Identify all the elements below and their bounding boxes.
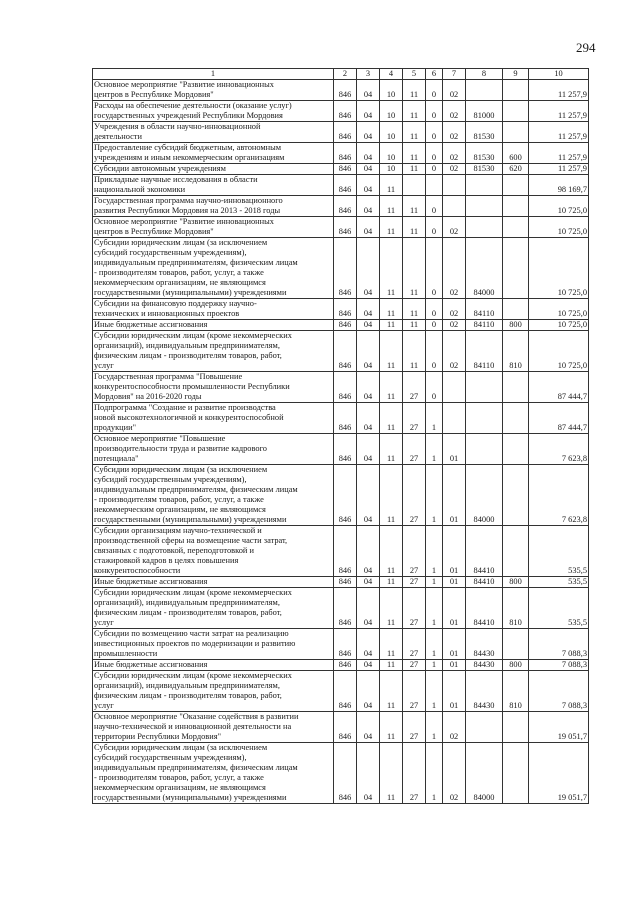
code-activity: 02	[443, 320, 466, 331]
row-amount: 11 257,9	[529, 164, 589, 175]
code-ministry: 846	[334, 660, 357, 671]
code-subsection: 11	[380, 629, 403, 660]
row-amount: 87 444,7	[529, 372, 589, 403]
row-name: Учреждения в области научно-инновационной деятельности	[93, 122, 334, 143]
code-direction	[466, 372, 503, 403]
code-section: 04	[357, 175, 380, 196]
code-ministry: 846	[334, 671, 357, 712]
code-activity: 01	[443, 465, 466, 526]
row-name: Субсидии на финансовую поддержку научно- технических и инновационных проектов	[93, 299, 334, 320]
code-ministry: 846	[334, 101, 357, 122]
code-subsection: 11	[380, 671, 403, 712]
budget-table	[92, 68, 589, 804]
code-section: 04	[357, 526, 380, 577]
code-activity: 01	[443, 629, 466, 660]
code-subsection: 11	[380, 217, 403, 238]
code-subprogram: 0	[426, 196, 443, 217]
code-direction: 84110	[466, 299, 503, 320]
code-subsection: 11	[380, 299, 403, 320]
code-expense-type	[503, 196, 529, 217]
code-direction: 84410	[466, 577, 503, 588]
code-subprogram: 1	[426, 629, 443, 660]
table-row	[93, 80, 589, 101]
code-section: 04	[357, 122, 380, 143]
code-direction: 84000	[466, 465, 503, 526]
code-subprogram: 1	[426, 671, 443, 712]
code-activity	[443, 175, 466, 196]
code-ministry: 846	[334, 122, 357, 143]
code-direction	[466, 434, 503, 465]
code-section: 04	[357, 465, 380, 526]
code-ministry: 846	[334, 143, 357, 164]
row-name: Субсидии юридическим лицам (кроме некоммерческих организаций), индивидуальным предпринимателям, физическим лицам - производителям товаров, работ, услуг	[93, 588, 334, 629]
code-expense-type: 800	[503, 320, 529, 331]
code-program: 27	[403, 434, 426, 465]
code-direction	[466, 175, 503, 196]
row-amount: 10 725,0	[529, 196, 589, 217]
code-subprogram: 1	[426, 403, 443, 434]
code-activity: 02	[443, 331, 466, 372]
col-header-3: 3	[357, 69, 380, 80]
row-amount: 98 169,7	[529, 175, 589, 196]
code-ministry: 846	[334, 465, 357, 526]
code-subprogram: 1	[426, 577, 443, 588]
code-subprogram: 1	[426, 660, 443, 671]
code-direction: 81530	[466, 164, 503, 175]
code-section: 04	[357, 629, 380, 660]
row-amount: 11 257,9	[529, 143, 589, 164]
code-section: 04	[357, 372, 380, 403]
row-name: Расходы на обеспечение деятельности (оказание услуг) государственных учреждений Республики Мордовия	[93, 101, 334, 122]
code-direction	[466, 217, 503, 238]
row-name: Субсидии юридическим лицам (за исключением субсидий государственным учреждениям), индивидуальным предпринимателям, физическим лицам - производителям товаров, работ, услуг, а также некоммерческим организациям, не являющимся государственными (муниципальными) учреждениями	[93, 743, 334, 804]
page-number: 294	[576, 40, 596, 55]
code-program: 27	[403, 743, 426, 804]
code-direction: 84430	[466, 629, 503, 660]
code-activity: 01	[443, 577, 466, 588]
code-expense-type: 800	[503, 577, 529, 588]
code-program: 27	[403, 403, 426, 434]
row-amount: 11 257,9	[529, 101, 589, 122]
code-direction: 84110	[466, 331, 503, 372]
code-program: 11	[403, 101, 426, 122]
table-row	[93, 434, 589, 465]
col-header-9: 9	[503, 69, 529, 80]
code-direction: 84430	[466, 671, 503, 712]
code-ministry: 846	[334, 403, 357, 434]
row-amount: 535,5	[529, 526, 589, 577]
code-expense-type	[503, 122, 529, 143]
code-activity: 02	[443, 299, 466, 320]
row-amount: 87 444,7	[529, 403, 589, 434]
code-expense-type: 620	[503, 164, 529, 175]
col-header-5: 5	[403, 69, 426, 80]
row-name: Субсидии юридическим лицам (за исключением субсидий государственным учреждениям), индивидуальным предпринимателям, физическим лицам - производителям товаров, работ, услуг, а также некоммерческим организациям, не являющимся государственными (муниципальными) учреждениями	[93, 465, 334, 526]
row-amount: 11 257,9	[529, 122, 589, 143]
code-subsection: 10	[380, 122, 403, 143]
code-activity: 02	[443, 80, 466, 101]
code-activity: 02	[443, 743, 466, 804]
code-direction: 84000	[466, 743, 503, 804]
col-header-6: 6	[426, 69, 443, 80]
code-program: 27	[403, 526, 426, 577]
code-expense-type	[503, 217, 529, 238]
code-direction: 81000	[466, 101, 503, 122]
row-name: Основное мероприятие "Повышение производительности труда и развитие кадрового потенциала"	[93, 434, 334, 465]
code-subsection: 11	[380, 660, 403, 671]
col-header-10: 10	[529, 69, 589, 80]
code-program: 27	[403, 588, 426, 629]
code-subsection: 11	[380, 588, 403, 629]
code-ministry: 846	[334, 331, 357, 372]
code-direction: 84410	[466, 526, 503, 577]
code-subprogram: 0	[426, 331, 443, 372]
code-ministry: 846	[334, 743, 357, 804]
code-program: 11	[403, 80, 426, 101]
col-header-2: 2	[334, 69, 357, 80]
row-amount: 535,5	[529, 588, 589, 629]
code-expense-type: 810	[503, 588, 529, 629]
row-name: Основное мероприятие "Оказание содействия в развитии научно-технической и инновационной деятельности на территории Республики Мордовия"	[93, 712, 334, 743]
row-amount: 7 088,3	[529, 629, 589, 660]
row-name: Основное мероприятие "Развитие инновационных центров в Республике Мордовия"	[93, 217, 334, 238]
row-amount: 535,5	[529, 577, 589, 588]
row-amount: 10 725,0	[529, 299, 589, 320]
code-subprogram: 1	[426, 465, 443, 526]
code-direction: 84410	[466, 588, 503, 629]
code-subsection: 11	[380, 465, 403, 526]
table-row	[93, 238, 589, 299]
code-section: 04	[357, 143, 380, 164]
row-name: Подпрограмма "Создание и развитие производства новой высокотехнологичной и конкурентоспособной продукции"	[93, 403, 334, 434]
code-section: 04	[357, 434, 380, 465]
code-ministry: 846	[334, 588, 357, 629]
row-name: Прикладные научные исследования в области национальной экономики	[93, 175, 334, 196]
code-activity: 02	[443, 143, 466, 164]
table-row	[93, 164, 589, 175]
code-expense-type	[503, 372, 529, 403]
row-amount: 10 725,0	[529, 238, 589, 299]
code-section: 04	[357, 743, 380, 804]
code-expense-type: 810	[503, 331, 529, 372]
code-direction	[466, 80, 503, 101]
code-direction: 81530	[466, 143, 503, 164]
row-name: Иные бюджетные ассигнования	[93, 660, 334, 671]
code-subprogram: 0	[426, 143, 443, 164]
code-subsection: 10	[380, 80, 403, 101]
code-direction	[466, 712, 503, 743]
col-header-7: 7	[443, 69, 466, 80]
code-subsection: 11	[380, 526, 403, 577]
code-direction: 84430	[466, 660, 503, 671]
code-ministry: 846	[334, 164, 357, 175]
code-direction: 81530	[466, 122, 503, 143]
row-name: Иные бюджетные ассигнования	[93, 577, 334, 588]
code-subsection: 11	[380, 743, 403, 804]
row-amount: 10 725,0	[529, 320, 589, 331]
code-section: 04	[357, 588, 380, 629]
table-row	[93, 299, 589, 320]
row-name: Государственная программа научно-инновационного развития Республики Мордовия на 2013 - 2018 годы	[93, 196, 334, 217]
code-section: 04	[357, 217, 380, 238]
code-activity	[443, 196, 466, 217]
code-program: 11	[403, 196, 426, 217]
col-header-1: 1	[93, 69, 334, 80]
code-program: 11	[403, 238, 426, 299]
table-row	[93, 122, 589, 143]
table-row	[93, 660, 589, 671]
code-direction	[466, 196, 503, 217]
table-row	[93, 712, 589, 743]
row-amount: 7 088,3	[529, 671, 589, 712]
code-subsection: 11	[380, 320, 403, 331]
table-row	[93, 526, 589, 577]
code-subsection: 10	[380, 164, 403, 175]
code-program: 11	[403, 122, 426, 143]
table-row	[93, 743, 589, 804]
code-activity: 02	[443, 712, 466, 743]
code-ministry: 846	[334, 217, 357, 238]
code-subsection: 11	[380, 196, 403, 217]
code-subprogram: 0	[426, 320, 443, 331]
code-program: 11	[403, 299, 426, 320]
row-name: Основное мероприятие "Развитие инновационных центров в Республике Мордовия"	[93, 80, 334, 101]
code-section: 04	[357, 196, 380, 217]
row-name: Субсидии автономным учреждениям	[93, 164, 334, 175]
code-activity: 01	[443, 671, 466, 712]
row-amount: 7 623,8	[529, 434, 589, 465]
row-name: Субсидии юридическим лицам (за исключением субсидий государственным учреждениям), индивидуальным предпринимателям, физическим лицам - производителям товаров, работ, услуг, а также некоммерческим организациям, не являющимся государственными (муниципальными) учреждениями	[93, 238, 334, 299]
code-subprogram: 1	[426, 526, 443, 577]
code-program: 27	[403, 660, 426, 671]
code-subsection: 11	[380, 434, 403, 465]
table-row	[93, 331, 589, 372]
code-section: 04	[357, 238, 380, 299]
code-expense-type: 810	[503, 671, 529, 712]
code-subsection: 11	[380, 175, 403, 196]
header-row	[93, 69, 589, 80]
code-expense-type	[503, 434, 529, 465]
table-row	[93, 577, 589, 588]
row-amount: 7 623,8	[529, 465, 589, 526]
table-body	[93, 80, 589, 804]
code-activity: 02	[443, 101, 466, 122]
table-row	[93, 320, 589, 331]
code-subsection: 10	[380, 143, 403, 164]
code-section: 04	[357, 671, 380, 712]
code-subsection: 11	[380, 403, 403, 434]
table-row	[93, 629, 589, 660]
code-subprogram: 1	[426, 743, 443, 804]
code-direction: 84110	[466, 320, 503, 331]
code-program: 27	[403, 712, 426, 743]
code-section: 04	[357, 660, 380, 671]
code-expense-type	[503, 465, 529, 526]
code-section: 04	[357, 320, 380, 331]
table-row	[93, 101, 589, 122]
code-subprogram: 1	[426, 588, 443, 629]
code-section: 04	[357, 577, 380, 588]
code-direction	[466, 403, 503, 434]
code-expense-type	[503, 526, 529, 577]
code-subprogram: 0	[426, 372, 443, 403]
code-activity: 02	[443, 238, 466, 299]
code-section: 04	[357, 712, 380, 743]
code-program: 11	[403, 320, 426, 331]
code-expense-type	[503, 80, 529, 101]
code-section: 04	[357, 101, 380, 122]
row-name: Субсидии организациям научно-технической и производственной сферы на возмещение части затрат, связанных с подготовкой, переподготовкой и стажировкой кадров в целях повышения конкурентоспособности	[93, 526, 334, 577]
table-row	[93, 143, 589, 164]
code-subsection: 11	[380, 712, 403, 743]
code-section: 04	[357, 331, 380, 372]
code-subprogram: 1	[426, 434, 443, 465]
code-ministry: 846	[334, 526, 357, 577]
code-ministry: 846	[334, 80, 357, 101]
code-subsection: 11	[380, 238, 403, 299]
code-ministry: 846	[334, 175, 357, 196]
code-activity	[443, 403, 466, 434]
code-program: 27	[403, 372, 426, 403]
code-subprogram: 0	[426, 122, 443, 143]
code-expense-type	[503, 743, 529, 804]
row-name: Субсидии юридическим лицам (кроме некоммерческих организаций), индивидуальным предпринимателям, физическим лицам - производителям товаров, работ, услуг	[93, 671, 334, 712]
code-subprogram: 0	[426, 299, 443, 320]
code-subprogram: 1	[426, 712, 443, 743]
code-ministry: 846	[334, 372, 357, 403]
table-row	[93, 403, 589, 434]
code-section: 04	[357, 80, 380, 101]
row-amount: 7 088,3	[529, 660, 589, 671]
code-subprogram: 0	[426, 164, 443, 175]
code-expense-type	[503, 629, 529, 660]
code-ministry: 846	[334, 299, 357, 320]
code-ministry: 846	[334, 196, 357, 217]
code-activity: 02	[443, 217, 466, 238]
code-subsection: 11	[380, 577, 403, 588]
code-subsection: 11	[380, 372, 403, 403]
code-activity	[443, 372, 466, 403]
row-name: Субсидии по возмещению части затрат на реализацию инвестиционных проектов по модернизации и развитию промышленности	[93, 629, 334, 660]
row-amount: 11 257,9	[529, 80, 589, 101]
row-name: Государственная программа "Повышение конкурентоспособности промышленности Республики Мордовия" на 2016-2020 годы	[93, 372, 334, 403]
code-subsection: 10	[380, 101, 403, 122]
code-ministry: 846	[334, 629, 357, 660]
table-row	[93, 196, 589, 217]
table-row	[93, 372, 589, 403]
code-section: 04	[357, 403, 380, 434]
code-expense-type	[503, 403, 529, 434]
code-activity: 01	[443, 588, 466, 629]
row-amount: 10 725,0	[529, 331, 589, 372]
row-name: Иные бюджетные ассигнования	[93, 320, 334, 331]
table-row	[93, 671, 589, 712]
code-subprogram: 0	[426, 238, 443, 299]
code-subprogram: 0	[426, 80, 443, 101]
row-name: Предоставление субсидий бюджетным, автономным учреждениям и иным некоммерческим организациям	[93, 143, 334, 164]
code-expense-type	[503, 238, 529, 299]
col-header-8: 8	[466, 69, 503, 80]
code-subsection: 11	[380, 331, 403, 372]
code-ministry: 846	[334, 712, 357, 743]
code-ministry: 846	[334, 238, 357, 299]
table-row	[93, 465, 589, 526]
code-ministry: 846	[334, 434, 357, 465]
code-activity: 02	[443, 122, 466, 143]
code-program: 27	[403, 465, 426, 526]
code-program: 11	[403, 143, 426, 164]
code-ministry: 846	[334, 577, 357, 588]
code-expense-type	[503, 299, 529, 320]
code-activity: 01	[443, 660, 466, 671]
code-expense-type: 600	[503, 143, 529, 164]
code-section: 04	[357, 299, 380, 320]
code-ministry: 846	[334, 320, 357, 331]
code-section: 04	[357, 164, 380, 175]
code-program: 27	[403, 577, 426, 588]
col-header-4: 4	[380, 69, 403, 80]
code-expense-type: 800	[503, 660, 529, 671]
table-row	[93, 175, 589, 196]
code-direction: 84000	[466, 238, 503, 299]
table-row	[93, 217, 589, 238]
row-amount: 10 725,0	[529, 217, 589, 238]
code-program: 27	[403, 629, 426, 660]
code-program	[403, 175, 426, 196]
code-activity: 01	[443, 526, 466, 577]
code-subprogram	[426, 175, 443, 196]
row-amount: 19 051,7	[529, 712, 589, 743]
code-program: 11	[403, 331, 426, 372]
code-subprogram: 0	[426, 217, 443, 238]
code-activity: 01	[443, 434, 466, 465]
code-expense-type	[503, 712, 529, 743]
row-amount: 19 051,7	[529, 743, 589, 804]
code-activity: 02	[443, 164, 466, 175]
code-expense-type	[503, 175, 529, 196]
code-program: 11	[403, 217, 426, 238]
code-subprogram: 0	[426, 101, 443, 122]
row-name: Субсидии юридическим лицам (кроме некоммерческих организаций), индивидуальным предпринимателям, физическим лицам - производителям товаров, работ, услуг	[93, 331, 334, 372]
code-program: 11	[403, 164, 426, 175]
table-row	[93, 588, 589, 629]
code-expense-type	[503, 101, 529, 122]
code-program: 27	[403, 671, 426, 712]
